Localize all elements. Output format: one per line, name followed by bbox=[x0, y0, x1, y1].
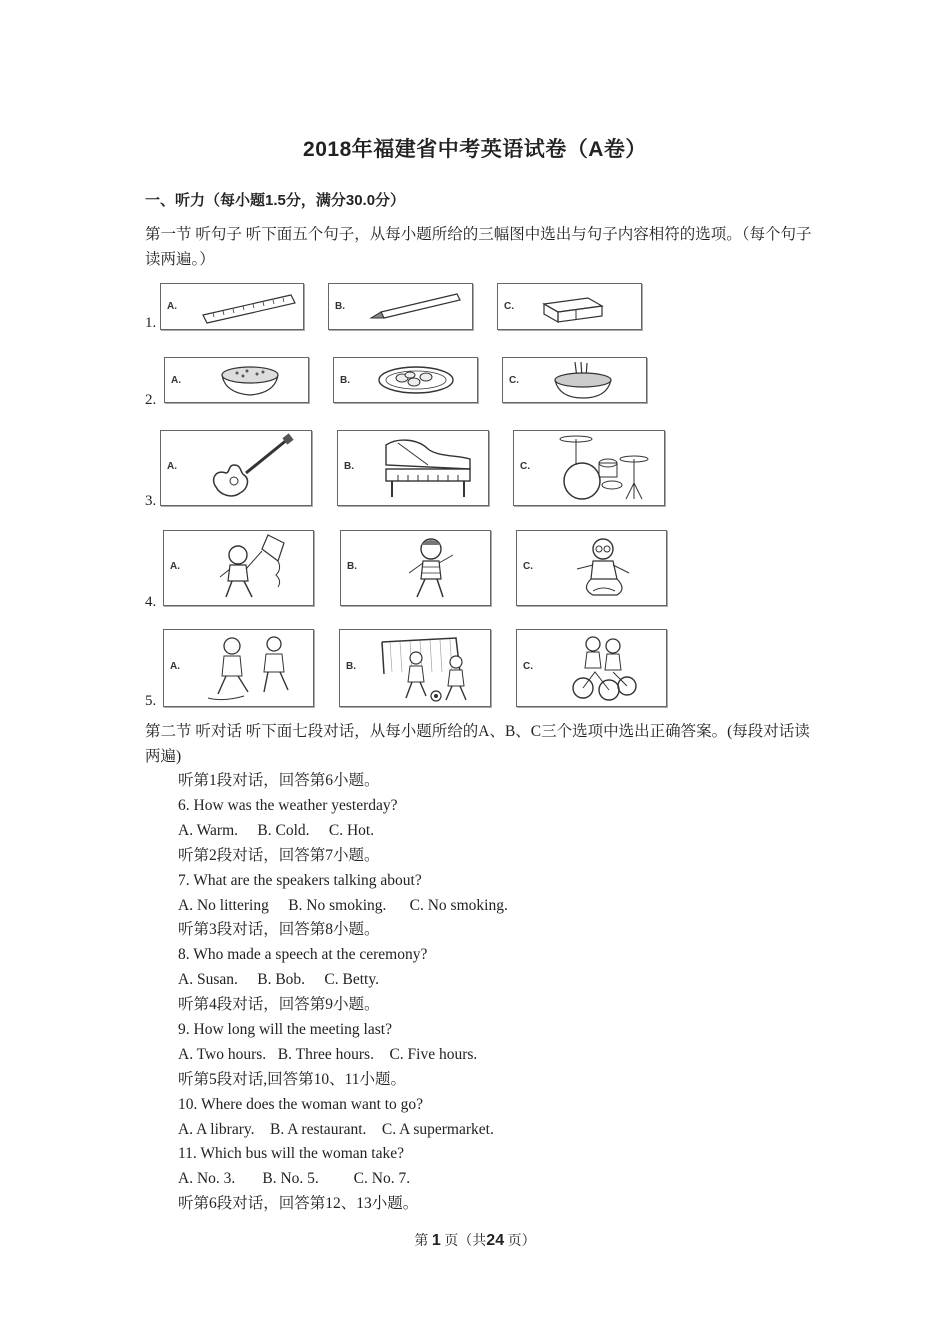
question-text: 6. How was the weather yesterday? bbox=[178, 797, 398, 814]
option-image-2b[interactable] bbox=[333, 357, 478, 403]
noodles-bowl-icon bbox=[551, 360, 615, 400]
option-image-2a[interactable] bbox=[164, 357, 309, 403]
pencil-icon bbox=[367, 290, 467, 324]
answer-options: A. Warm. B. Cold. C. Hot. bbox=[178, 822, 375, 839]
dialogue-intro: 听第3段对话，回答第8小题。 bbox=[178, 921, 380, 938]
option-label: A. bbox=[167, 301, 177, 312]
question-number: 2. bbox=[145, 392, 157, 408]
option-label: A. bbox=[170, 661, 180, 672]
answer-options: A. No. 3. B. No. 5. C. No. 7. bbox=[178, 1170, 411, 1187]
option-label: B. bbox=[340, 375, 350, 386]
boy-sitting-icon bbox=[567, 533, 647, 603]
option-image-1a[interactable] bbox=[160, 283, 304, 330]
eraser-icon bbox=[538, 290, 608, 324]
footer-prefix: 第 bbox=[414, 1234, 429, 1249]
option-image-3a[interactable] bbox=[160, 430, 312, 506]
option-label: B. bbox=[346, 661, 356, 672]
option-label: A. bbox=[167, 461, 177, 472]
kids-playing-soccer-icon bbox=[376, 632, 484, 704]
answer-options: A. A library. B. A restaurant. C. A supermarket. bbox=[178, 1121, 494, 1138]
option-label: C. bbox=[523, 561, 533, 572]
part2-instruction: 第二节 听对话 听下面七段对话，从每小题所给的A、B、C三个选项中选出正确答案。(每段对话读两遍) bbox=[145, 723, 810, 765]
option-label: B. bbox=[344, 461, 354, 472]
ruler-icon bbox=[199, 289, 299, 325]
drums-icon bbox=[554, 433, 660, 503]
dumplings-plate-icon bbox=[376, 364, 456, 396]
boy-dancing-icon bbox=[399, 533, 469, 603]
part1-instruction: 第一节 听句子 听下面五个句子，从每小题所给的三幅图中选出与句子内容相符的选项。（每个句子读两遍。） bbox=[145, 226, 812, 268]
kids-skating-icon bbox=[204, 632, 304, 704]
kids-riding-bikes-icon bbox=[569, 632, 639, 704]
question-number: 1. bbox=[145, 315, 157, 331]
answer-options: A. No littering B. No smoking. C. No smoking. bbox=[178, 897, 508, 914]
answer-options: A. Two hours. B. Three hours. C. Five hours. bbox=[178, 1046, 478, 1063]
option-image-4c[interactable] bbox=[516, 530, 667, 606]
option-image-5c[interactable] bbox=[516, 629, 667, 707]
option-label: A. bbox=[170, 561, 180, 572]
footer-suffix: 页） bbox=[507, 1234, 536, 1249]
boy-flying-kite-icon bbox=[212, 533, 302, 603]
option-image-3c[interactable] bbox=[513, 430, 665, 506]
option-label: A. bbox=[171, 375, 181, 386]
question-number: 3. bbox=[145, 493, 157, 509]
option-image-4b[interactable] bbox=[340, 530, 491, 606]
option-image-3b[interactable] bbox=[337, 430, 489, 506]
question-text: 11. Which bus will the woman take? bbox=[178, 1145, 404, 1162]
dialogue-intro: 听第5段对话,回答第10、11小题。 bbox=[178, 1071, 407, 1088]
dialogue-intro: 听第2段对话，回答第7小题。 bbox=[178, 847, 380, 864]
question-text: 10. Where does the woman want to go? bbox=[178, 1096, 424, 1113]
option-image-1b[interactable] bbox=[328, 283, 473, 330]
current-page-number: 1 bbox=[431, 1232, 441, 1249]
option-label: C. bbox=[504, 301, 514, 312]
option-image-2c[interactable] bbox=[502, 357, 647, 403]
option-image-5b[interactable] bbox=[339, 629, 491, 707]
footer-middle: 页（共 bbox=[444, 1234, 487, 1249]
question-text: 8. Who made a speech at the ceremony? bbox=[178, 946, 428, 963]
total-pages: 24 bbox=[486, 1232, 505, 1249]
dialogue-intro: 听第6段对话，回答第12、13小题。 bbox=[178, 1195, 419, 1212]
guitar-icon bbox=[206, 433, 296, 503]
answer-options: A. Susan. B. Bob. C. Betty. bbox=[178, 971, 379, 988]
question-number: 4. bbox=[145, 594, 157, 610]
option-image-4a[interactable] bbox=[163, 530, 314, 606]
rice-bowl-icon bbox=[217, 361, 283, 399]
question-text: 7. What are the speakers talking about? bbox=[178, 872, 422, 889]
question-text: 9. How long will the meeting last? bbox=[178, 1021, 392, 1038]
page-footer bbox=[0, 1230, 950, 1250]
page-title: 2018年福建省中考英语试卷（A卷） bbox=[303, 138, 647, 161]
option-label: B. bbox=[335, 301, 345, 312]
dialogue-intro: 听第4段对话，回答第9小题。 bbox=[178, 996, 380, 1013]
section-heading-listening: 一、听力（每小题1.5分，满分30.0分） bbox=[145, 192, 406, 209]
option-label: B. bbox=[347, 561, 357, 572]
option-label: C. bbox=[509, 375, 519, 386]
option-label: C. bbox=[520, 461, 530, 472]
option-image-5a[interactable] bbox=[163, 629, 314, 707]
option-image-1c[interactable] bbox=[497, 283, 642, 330]
option-label: C. bbox=[523, 661, 533, 672]
question-number: 5. bbox=[145, 693, 157, 709]
piano-icon bbox=[378, 435, 478, 501]
dialogue-intro: 听第1段对话，回答第6小题。 bbox=[178, 772, 380, 789]
